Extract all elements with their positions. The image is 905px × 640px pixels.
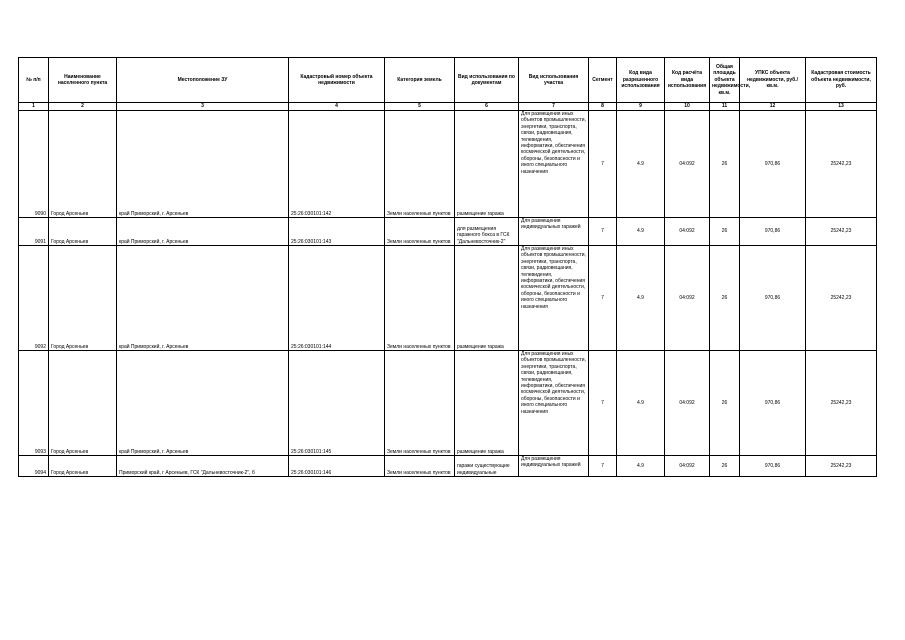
column-number: 6 — [455, 103, 519, 111]
row-number: 9091 — [19, 218, 49, 246]
calc-code-cell: 04:092 — [665, 111, 710, 218]
document-use-cell: размещение гаража — [455, 111, 519, 218]
vri-code-cell: 4.9 — [617, 351, 665, 456]
header-cell: Кадастровый номер объекта недвижимости — [289, 58, 385, 103]
cadastral-number-cell: 25:26:030101:145 — [289, 351, 385, 456]
location-cell: край Приморский, г. Арсеньев — [117, 351, 289, 456]
table-row — [19, 456, 877, 477]
header-cell: Код вида разрешенного использования — [617, 58, 665, 103]
area-cell: 26 — [710, 246, 740, 351]
column-number: 11 — [710, 103, 740, 111]
header-cell: УПКС объекта недвижимости, руб./кв.м. — [740, 58, 806, 103]
column-number: 9 — [617, 103, 665, 111]
settlement-cell: Город Арсеньев — [49, 246, 117, 351]
column-number: 7 — [519, 103, 589, 111]
land-category-cell: Земли населенных пунктов — [385, 351, 455, 456]
column-number: 1 — [19, 103, 49, 111]
land-category-cell: Земли населенных пунктов — [385, 246, 455, 351]
settlement-cell: Город Арсеньев — [49, 351, 117, 456]
vri-code-cell: 4.9 — [617, 218, 665, 246]
row-number: 9092 — [19, 246, 49, 351]
row-number: 9090 — [19, 111, 49, 218]
upks-cell: 970,86 — [740, 246, 806, 351]
cadastral-value-cell: 25242,23 — [806, 111, 877, 218]
cadastral-number-cell: 25:26:030101:144 — [289, 246, 385, 351]
cadastral-value-cell: 25242,23 — [806, 246, 877, 351]
header-cell: Кадастровая стоимость объекта недвижимости, руб. — [806, 58, 877, 103]
area-cell: 26 — [710, 111, 740, 218]
header-cell: Местоположение ЗУ — [117, 58, 289, 103]
header-row — [19, 58, 877, 103]
location-cell: Приморский край, г Арсеньев, ГСК "Дальневосточник-2", б — [117, 456, 289, 477]
table-row — [19, 351, 877, 456]
vri-code-cell: 4.9 — [617, 246, 665, 351]
cadastral-value-cell: 25242,23 — [806, 456, 877, 477]
segment-cell: 7 — [589, 246, 617, 351]
settlement-cell: Город Арсеньев — [49, 218, 117, 246]
parcel-use-cell: Для размещения индивидуальных гаражей — [519, 218, 589, 246]
header-cell: Сегмент — [589, 58, 617, 103]
segment-cell: 7 — [589, 456, 617, 477]
cadastral-value-cell: 25242,23 — [806, 351, 877, 456]
land-category-cell: Земли населенных пунктов — [385, 456, 455, 477]
calc-code-cell: 04:092 — [665, 218, 710, 246]
land-category-cell: Земли населенных пунктов — [385, 218, 455, 246]
upks-cell: 970,86 — [740, 351, 806, 456]
area-cell: 26 — [710, 456, 740, 477]
header-cell: Вид использования участка — [519, 58, 589, 103]
table-row — [19, 111, 877, 218]
table-row — [19, 218, 877, 246]
cadastral-value-table — [18, 57, 877, 477]
column-number: 8 — [589, 103, 617, 111]
document-use-cell: для размещения гаражного бокса в ГСК "Дальневосточник-2" — [455, 218, 519, 246]
land-category-cell: Земли населенных пунктов — [385, 111, 455, 218]
column-number: 3 — [117, 103, 289, 111]
header-cell: Общая площадь объекта недвижимости, кв.м. — [710, 58, 740, 103]
vri-code-cell: 4.9 — [617, 111, 665, 218]
segment-cell: 7 — [589, 111, 617, 218]
area-cell: 26 — [710, 218, 740, 246]
cadastral-number-cell: 25:26:030101:143 — [289, 218, 385, 246]
header-cell: Код расчёта вида использования — [665, 58, 710, 103]
document-use-cell: размещение гаража — [455, 246, 519, 351]
cadastral-number-cell: 25:26:030101:146 — [289, 456, 385, 477]
document-use-cell: гаражи существующие индивидуальные — [455, 456, 519, 477]
header-cell: Вид использования по документам — [455, 58, 519, 103]
area-cell: 26 — [710, 351, 740, 456]
calc-code-cell: 04:092 — [665, 456, 710, 477]
row-number: 9093 — [19, 351, 49, 456]
calc-code-cell: 04:092 — [665, 351, 710, 456]
column-number: 12 — [740, 103, 806, 111]
column-number: 2 — [49, 103, 117, 111]
table-row — [19, 246, 877, 351]
column-number-row — [19, 103, 877, 111]
vri-code-cell: 4.9 — [617, 456, 665, 477]
column-number: 10 — [665, 103, 710, 111]
column-number: 5 — [385, 103, 455, 111]
header-cell: Категория земель — [385, 58, 455, 103]
segment-cell: 7 — [589, 351, 617, 456]
parcel-use-cell: Для размещения иных объектов промышленности, энергетики, транспорта, связи, радиовещания, телевидения, информатики, обеспечения космической деятельности, обороны, безопасности и иного специального назначения — [519, 111, 589, 218]
header-cell: № п/п — [19, 58, 49, 103]
row-number: 9094 — [19, 456, 49, 477]
upks-cell: 970,86 — [740, 111, 806, 218]
header-cell: Наименование населенного пункта — [49, 58, 117, 103]
location-cell: край Приморский, г. Арсеньев — [117, 218, 289, 246]
parcel-use-cell: Для размещения иных объектов промышленности, энергетики, транспорта, связи, радиовещания, телевидения, информатики, обеспечения космической деятельности, обороны, безопасности и иного специального назначения — [519, 351, 589, 456]
parcel-use-cell: Для размещения иных объектов промышленности, энергетики, транспорта, связи, радиовещания, телевидения, информатики, обеспечения космической деятельности, обороны, безопасности и иного специального назначения — [519, 246, 589, 351]
cadastral-value-cell: 25242,23 — [806, 218, 877, 246]
location-cell: край Приморский, г. Арсеньев — [117, 111, 289, 218]
calc-code-cell: 04:092 — [665, 246, 710, 351]
settlement-cell: Город Арсеньев — [49, 111, 117, 218]
cadastral-number-cell: 25:26:030101:142 — [289, 111, 385, 218]
column-number: 4 — [289, 103, 385, 111]
settlement-cell: Город Арсеньев — [49, 456, 117, 477]
segment-cell: 7 — [589, 218, 617, 246]
upks-cell: 970,86 — [740, 456, 806, 477]
upks-cell: 970,86 — [740, 218, 806, 246]
location-cell: край Приморский, г. Арсеньев — [117, 246, 289, 351]
column-number: 13 — [806, 103, 877, 111]
parcel-use-cell: Для размещения индивидуальных гаражей — [519, 456, 589, 477]
document-use-cell: размещение гаража — [455, 351, 519, 456]
